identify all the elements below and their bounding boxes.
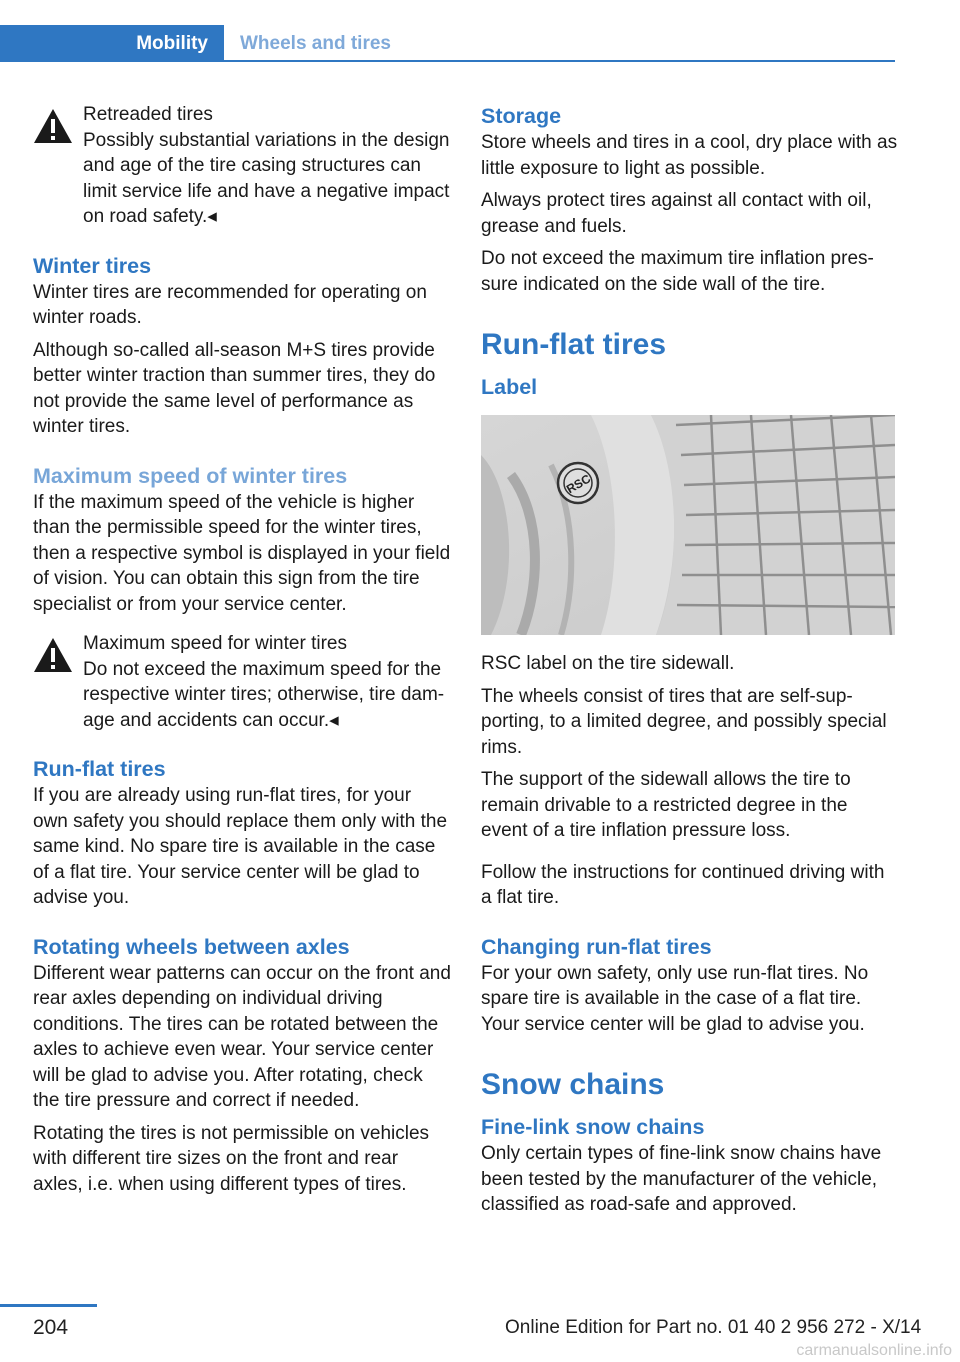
tab-mobility-label: Mobility [136, 32, 208, 54]
paragraph: Only certain types of fine-link snow chains have been tested by the manufacturer of the vehicle, classified as road-safe and approved. [481, 1143, 882, 1215]
paragraph: Winter tires are recommended for operating on winter roads. [33, 281, 427, 328]
paragraph: For your own safety, only use run-flat tires. No spare tire is available in the case of a flat tire. Your service center will be glad to advise you. [481, 962, 869, 1035]
paragraph: Store wheels and tires in a cool, dry place with as little exposure to light as possible. [481, 132, 898, 179]
heading-label: Label [481, 375, 538, 399]
heading-winter-tires: Winter tires [33, 253, 152, 278]
left-column [33, 102, 451, 1204]
paragraph: The wheels consist of tires that are self-supporting, to a limited degree, and possibly special rims. [481, 685, 887, 758]
tab-mobility [0, 25, 224, 62]
warning-triangle-icon [33, 637, 73, 673]
section-title-snow-chains: Snow chains [481, 1068, 665, 1101]
right-column [481, 102, 899, 1225]
paragraph: Different wear patterns can occur on the front and rear axles depending on individual driving conditions. The tires can be rotated between the axles to achieve even wear. Your service center will be glad to advise you. After rotating, check the tire pressure and correct if needed. [33, 962, 451, 1111]
heading-storage: Storage [481, 104, 562, 128]
paragraph: Follow the instructions for continued driving with a flat tire. [481, 861, 885, 908]
warning-body: Do not exceed the maximum speed for the respective winter tires; otherwise, tire damage and accidents can occur.◂ [83, 658, 445, 731]
section-title-run-flat: Run-flat tires [481, 328, 667, 361]
heading-run-flat-tires: Run-flat tires [33, 757, 166, 781]
warning-triangle-icon [33, 108, 73, 144]
paragraph: Although so-called all-season M+S tires provide better winter traction than summer tires, they do not provide the same level of performance as winter tires. [33, 339, 436, 437]
rsc-tire-illustration [481, 415, 895, 635]
tab-wheels-and-tires [240, 25, 391, 62]
edition-info: Online Edition for Part no. 01 40 2 956 272 - X/14 [505, 1317, 922, 1338]
paragraph: If you are already using run-flat tires, for your own safety you should replace them only with the same kind. No spare tire is available in the case of a flat tire. Your service center will be glad to advise you. [33, 785, 448, 908]
page-number: 204 [33, 1316, 69, 1339]
paragraph: Do not exceed the maximum tire inflation pressure indicated on the side wall of the tire. [481, 248, 874, 295]
warning-title: Maximum speed for winter tires [83, 633, 347, 654]
header-divider [0, 60, 895, 62]
heading-fine-link-chains: Fine-link snow chains [481, 1115, 705, 1139]
watermark: carmanualsonline.info [796, 1342, 952, 1359]
paragraph: If the maximum speed of the vehicle is higher than the permissible speed for the winter tires, then a respective symbol is displayed in your field of vision. You can obtain this sign from the tire specialist or from your service center. [33, 491, 451, 615]
paragraph: The support of the sidewall allows the tire to remain drivable to a restricted degree in the event of a tire inflation pressure loss. [481, 769, 851, 841]
heading-max-speed-winter: Maximum speed of winter tires [33, 463, 348, 488]
warning-max-speed [33, 631, 451, 733]
warning-body: Possibly substantial variations in the design and age of the tire casing structures can limit service life and have a negative impact on road safety.◂ [83, 129, 450, 227]
paragraph: Rotating the tires is not permissible on vehicles with different tire sizes on the front and rear axles, i.e. when using different types of tires. [33, 1122, 430, 1195]
heading-changing-run-flat: Changing run-flat tires [481, 934, 712, 959]
footer-divider [0, 1304, 97, 1307]
rsc-logo-text: RSC [564, 471, 593, 497]
paragraph: Always protect tires against all contact with oil, grease and fuels. [481, 190, 872, 237]
warning-retreaded [33, 102, 451, 230]
warning-title: Retreaded tires [83, 104, 213, 125]
heading-rotating-wheels: Rotating wheels between axles [33, 934, 350, 959]
figure-caption: RSC label on the tire sidewall. [481, 653, 735, 674]
tab-wheels-label: Wheels and tires [240, 32, 391, 54]
